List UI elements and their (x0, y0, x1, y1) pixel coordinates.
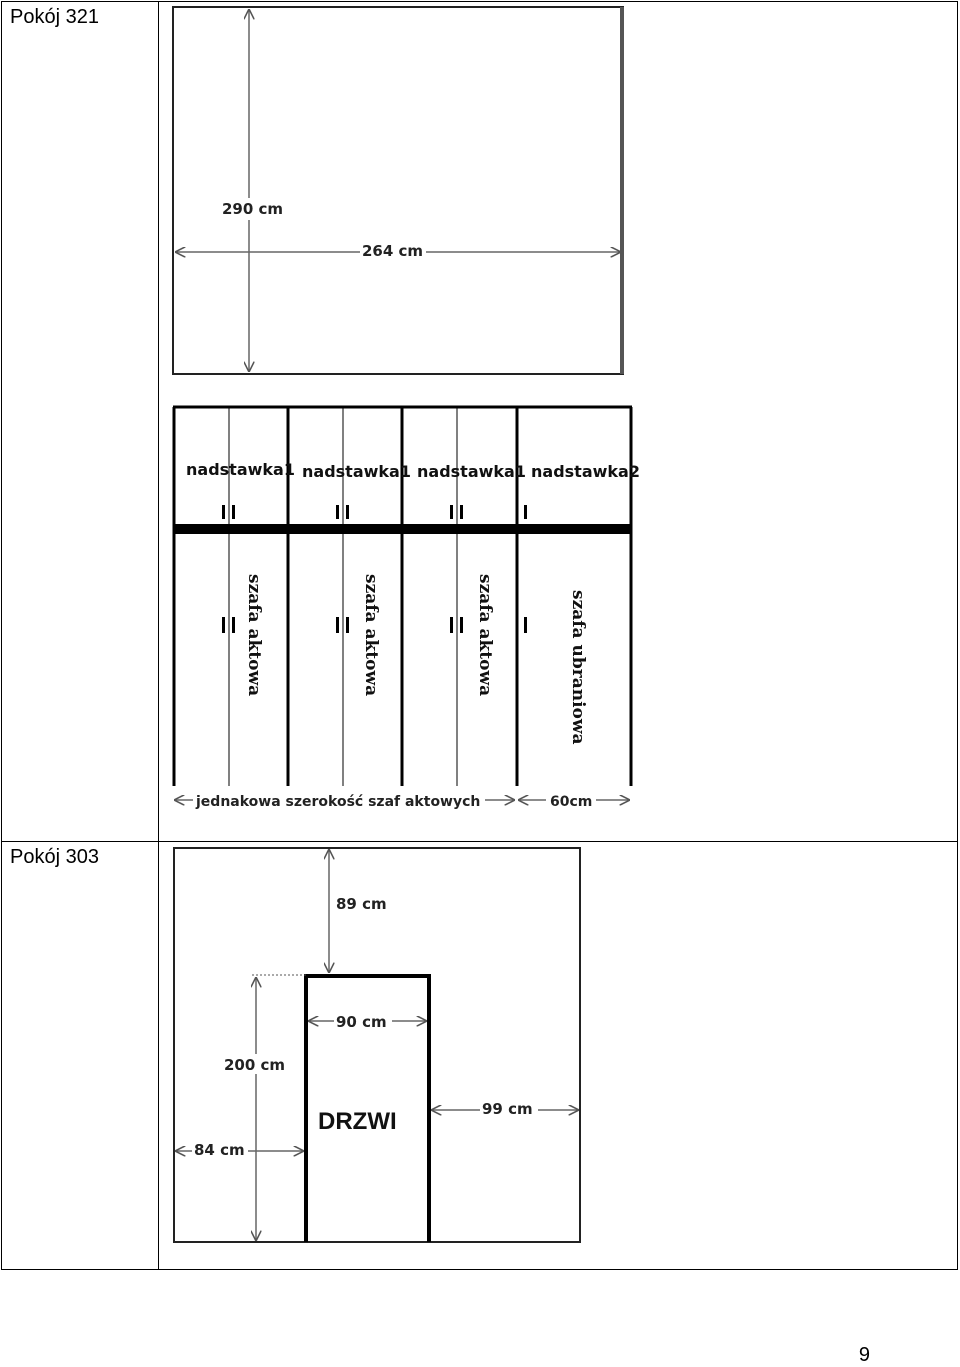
cabinet-2-top-label: nadstawka1 (302, 462, 411, 481)
cabinet-4-top-label: nadstawka2 (531, 462, 640, 481)
left-gap-label: 84 cm (194, 1141, 245, 1159)
room-321-outline (173, 7, 623, 374)
cabinet-2-body-label: szafa aktowa (361, 574, 381, 697)
cabinet-3-top-label: nadstawka1 (417, 462, 526, 481)
row-label-room-321: Pokój 321 (10, 6, 99, 28)
archive-cabinets-width-label: jednakowa szerokość szaf aktowych (196, 794, 481, 810)
page-number: 9 (858, 1344, 870, 1366)
door-width-label: 90 cm (336, 1013, 387, 1031)
door-label: DRZWI (318, 1108, 397, 1135)
row-label-room-303: Pokój 303 (10, 846, 99, 868)
cabinet-3-body-label: szafa aktowa (475, 574, 495, 697)
room-303-plan (174, 848, 580, 1242)
cabinet-4-body-label: szafa ubraniowa (568, 590, 588, 745)
door-height-label: 200 cm (224, 1056, 286, 1074)
wardrobe-width-label: 60cm (550, 794, 593, 810)
top-gap-label: 89 cm (336, 895, 387, 913)
width-dimension-label: 264 cm (362, 242, 424, 260)
cabinet-1-top-label: nadstawka1 (186, 460, 295, 479)
height-dimension-label: 290 cm (222, 200, 284, 218)
right-gap-label: 99 cm (482, 1100, 533, 1118)
cabinet-1-body-label: szafa aktowa (244, 574, 264, 697)
